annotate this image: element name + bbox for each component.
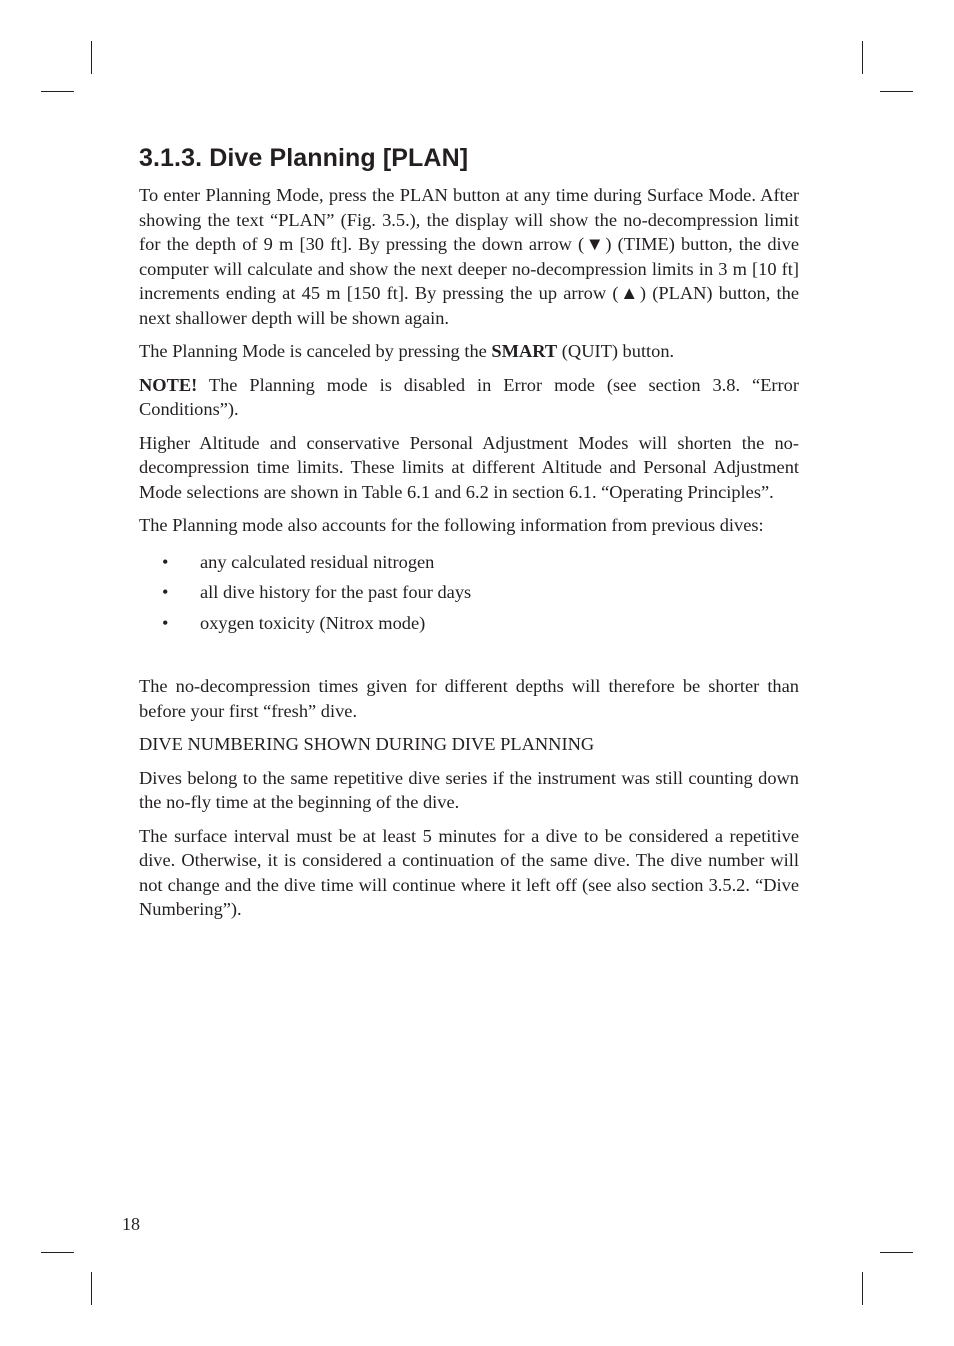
crop-mark-top-left-vertical <box>91 41 92 74</box>
crop-mark-bottom-right-horizontal <box>880 1252 913 1253</box>
cancel-text-before: The Planning Mode is canceled by pressing the <box>139 341 492 362</box>
crop-mark-top-left-horizontal <box>41 91 74 92</box>
paragraph-altitude-adjustment: Higher Altitude and conservative Personal Adjustment Modes will shorten the no-decompression time limits. These limits at different Altitude and Personal Adjustment Mode selections are shown in Table 6.1 and 6.2 in section 6.1. “Operating Principles”. <box>139 432 799 502</box>
bullet-symbol: • <box>162 612 169 633</box>
page-content <box>139 142 799 931</box>
paragraph-enter-planning-mode: To enter Planning Mode, press the PLAN button at any time during Surface Mode. After showing the text “PLAN” (Fig. 3.5.), the display will show the no-decompression limit for the depth of 9 m [30 ft]. By pressing the down arrow (▼) (TIME) button, the dive computer will calculate and show the next deeper no-decompression limits in 3 m [10 ft] increments ending at 45 m [150 ft]. By pressing the up arrow (▲) (PLAN) button, the next shallower depth will be shown again. <box>139 185 799 328</box>
list-item <box>139 577 799 608</box>
paragraph-surface-interval: The surface interval must be at least 5 minutes for a dive to be considered a repetitive dive. Otherwise, it is considered a continuation of the same dive. The dive number will not change and the dive time will continue where it left off (see also section 3.5.2. “Dive Numbering”). <box>139 825 799 920</box>
previous-dives-list <box>139 547 799 639</box>
note-label: NOTE! <box>139 374 198 395</box>
list-item <box>139 547 799 578</box>
crop-mark-top-right-vertical <box>862 41 863 74</box>
crop-mark-top-right-horizontal <box>880 91 913 92</box>
note-text: The Planning mode is disabled in Error mode (see section 3.8. “Error Conditions”). <box>139 374 799 420</box>
paragraph-note <box>139 373 799 422</box>
crop-mark-bottom-right-vertical <box>862 1272 863 1305</box>
paragraph-previous-dives: The Planning mode also accounts for the following information from previous dives: <box>139 515 764 536</box>
smart-button-label: SMART <box>491 341 558 362</box>
cancel-text-after: (QUIT) button. <box>557 341 675 362</box>
paragraph-repetitive-dives: Dives belong to the same repetitive dive series if the instrument was still counting down the no-fly time at the beginning of the dive. <box>139 767 799 813</box>
paragraph-shorter-times: The no-decompression times given for different depths will therefore be shorter than before your first “fresh” dive. <box>139 676 799 721</box>
subheading-dive-numbering: DIVE NUMBERING SHOWN DURING DIVE PLANNING <box>139 734 595 755</box>
page-number: 18 <box>122 1214 140 1234</box>
section-title: 3.1.3. Dive Planning [PLAN] <box>139 144 469 172</box>
list-item-text: oxygen toxicity (Nitrox mode) <box>200 612 426 633</box>
bullet-symbol: • <box>162 582 169 603</box>
list-item-text: all dive history for the past four days <box>200 582 472 603</box>
bullet-symbol: • <box>162 551 169 572</box>
crop-mark-bottom-left-vertical <box>91 1272 92 1305</box>
list-item-text: any calculated residual nitrogen <box>200 551 435 572</box>
crop-mark-bottom-left-horizontal <box>41 1252 74 1253</box>
paragraph-cancel-planning-mode <box>139 339 799 364</box>
list-item <box>139 608 799 639</box>
